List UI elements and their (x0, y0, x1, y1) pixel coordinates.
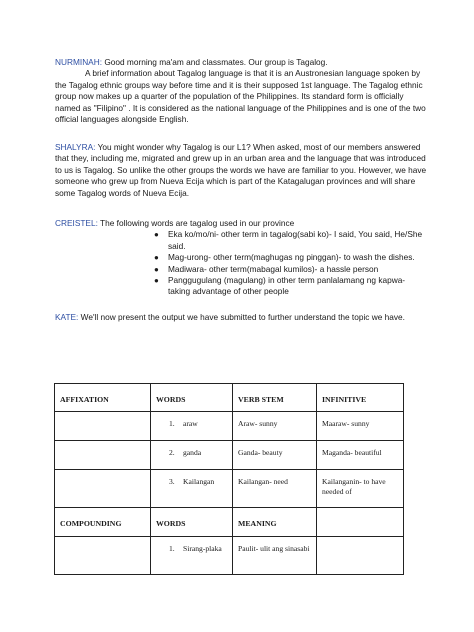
speaker-label: SHALYRA: (55, 142, 96, 152)
list-item-text: Panggugulang (magulang) in other term panlalamang ng kapwa-taking advantage of other people (168, 275, 406, 297)
list-item-text: Eka ko/mo/ni- other term in tagalog(sabi ko)- I said, You said, He/She said. (168, 229, 423, 251)
table-header-row (55, 508, 404, 537)
word-text: Kailangan (183, 477, 215, 486)
list-item-text: Mag-urong- other term(maghugas ng pinggan)- to wash the dishes. (168, 252, 415, 263)
table-cell (151, 537, 233, 575)
table-row (55, 537, 404, 575)
paragraph-shalyra (55, 142, 427, 199)
speaker-label: CREISTEL: (55, 218, 98, 228)
paragraph-text: A brief information about Tagalog language is that it is an Austronesian language spoken by the Tagalog ethnic groups way before time and it is their supposed 1st language. The Tagalog ethnic group now makes up a quarter of the population of the Philippines. Its standard form is officially named as "Filipino" . It is considered as the national language of the Philippines and is one of the two official languages alongside English. (55, 68, 426, 125)
bullet-icon: ● (154, 264, 159, 274)
table-cell (151, 441, 233, 470)
word-formation-table (54, 383, 404, 575)
word-text: ganda (183, 448, 202, 457)
paragraph-text: You might wonder why Tagalog is our L1? When asked, most of our members answered that they, including me, migrated and grew up in an urban area and the language that was introduced to us is Tagalog. So unlike the other groups the words we have are familiar to you. However, we have someone who grew up from Nueva Ecija which is part of the Katagalugan provinces and will share some Tagalog words of Nueva Ecija. (55, 142, 427, 198)
table-row (55, 470, 404, 508)
table-cell: Kailanganin- to have needed of (317, 470, 404, 508)
list-number: 1. (169, 544, 175, 553)
table-cell (55, 537, 151, 575)
list-item-text: Madiwara- other term(mabagal kumilos)- a hassle person (168, 263, 379, 274)
header-cell: COMPOUNDING (55, 508, 151, 537)
table-cell (55, 441, 151, 470)
list-number: 3. (169, 477, 175, 486)
word-list (55, 229, 427, 297)
word-text: Sirang-plaka (183, 544, 222, 553)
paragraph-text: Good morning ma'am and classmates. Our group is Tagalog. (102, 57, 328, 67)
table-cell (55, 470, 151, 508)
header-cell (317, 508, 404, 537)
bullet-icon: ● (154, 276, 159, 286)
table-cell: Ganda- beauty (233, 441, 317, 470)
list-number: 2. (169, 448, 175, 457)
list-item (55, 275, 427, 298)
table-cell: Kailangan- need (233, 470, 317, 508)
table-cell (55, 412, 151, 441)
list-item (55, 229, 427, 252)
list-item (55, 252, 427, 263)
header-cell: INFINITIVE (317, 384, 404, 412)
paragraph-text: The following words are tagalog used in our province (97, 218, 295, 228)
paragraph-nurminah (55, 57, 427, 125)
table-cell: Maaraw- sunny (317, 412, 404, 441)
table-row (55, 412, 404, 441)
bullet-icon: ● (154, 253, 159, 263)
bullet-icon: ● (154, 230, 159, 240)
speaker-label: NURMINAH: (55, 57, 103, 67)
table-cell: Paulit- ulit ang sinasabi (233, 537, 317, 575)
word-text: araw (183, 419, 198, 428)
header-cell: AFFIXATION (55, 384, 151, 412)
speaker-label: KATE: (55, 312, 79, 322)
table-cell: Araw- sunny (233, 412, 317, 441)
header-cell: MEANING (233, 508, 317, 537)
paragraph-creistel (55, 218, 427, 298)
header-cell: WORDS (151, 384, 233, 412)
table-header-row (55, 384, 404, 412)
table-cell: Maganda- beautiful (317, 441, 404, 470)
table-row (55, 441, 404, 470)
header-cell: WORDS (151, 508, 233, 537)
table-cell (151, 412, 233, 441)
list-number: 1. (169, 419, 175, 428)
table-cell (317, 537, 404, 575)
table-cell (151, 470, 233, 508)
list-item (55, 264, 427, 275)
paragraph-kate (55, 312, 427, 323)
header-cell: VERB STEM (233, 384, 317, 412)
paragraph-text: We'll now present the output we have submitted to further understand the topic we have. (78, 312, 405, 322)
